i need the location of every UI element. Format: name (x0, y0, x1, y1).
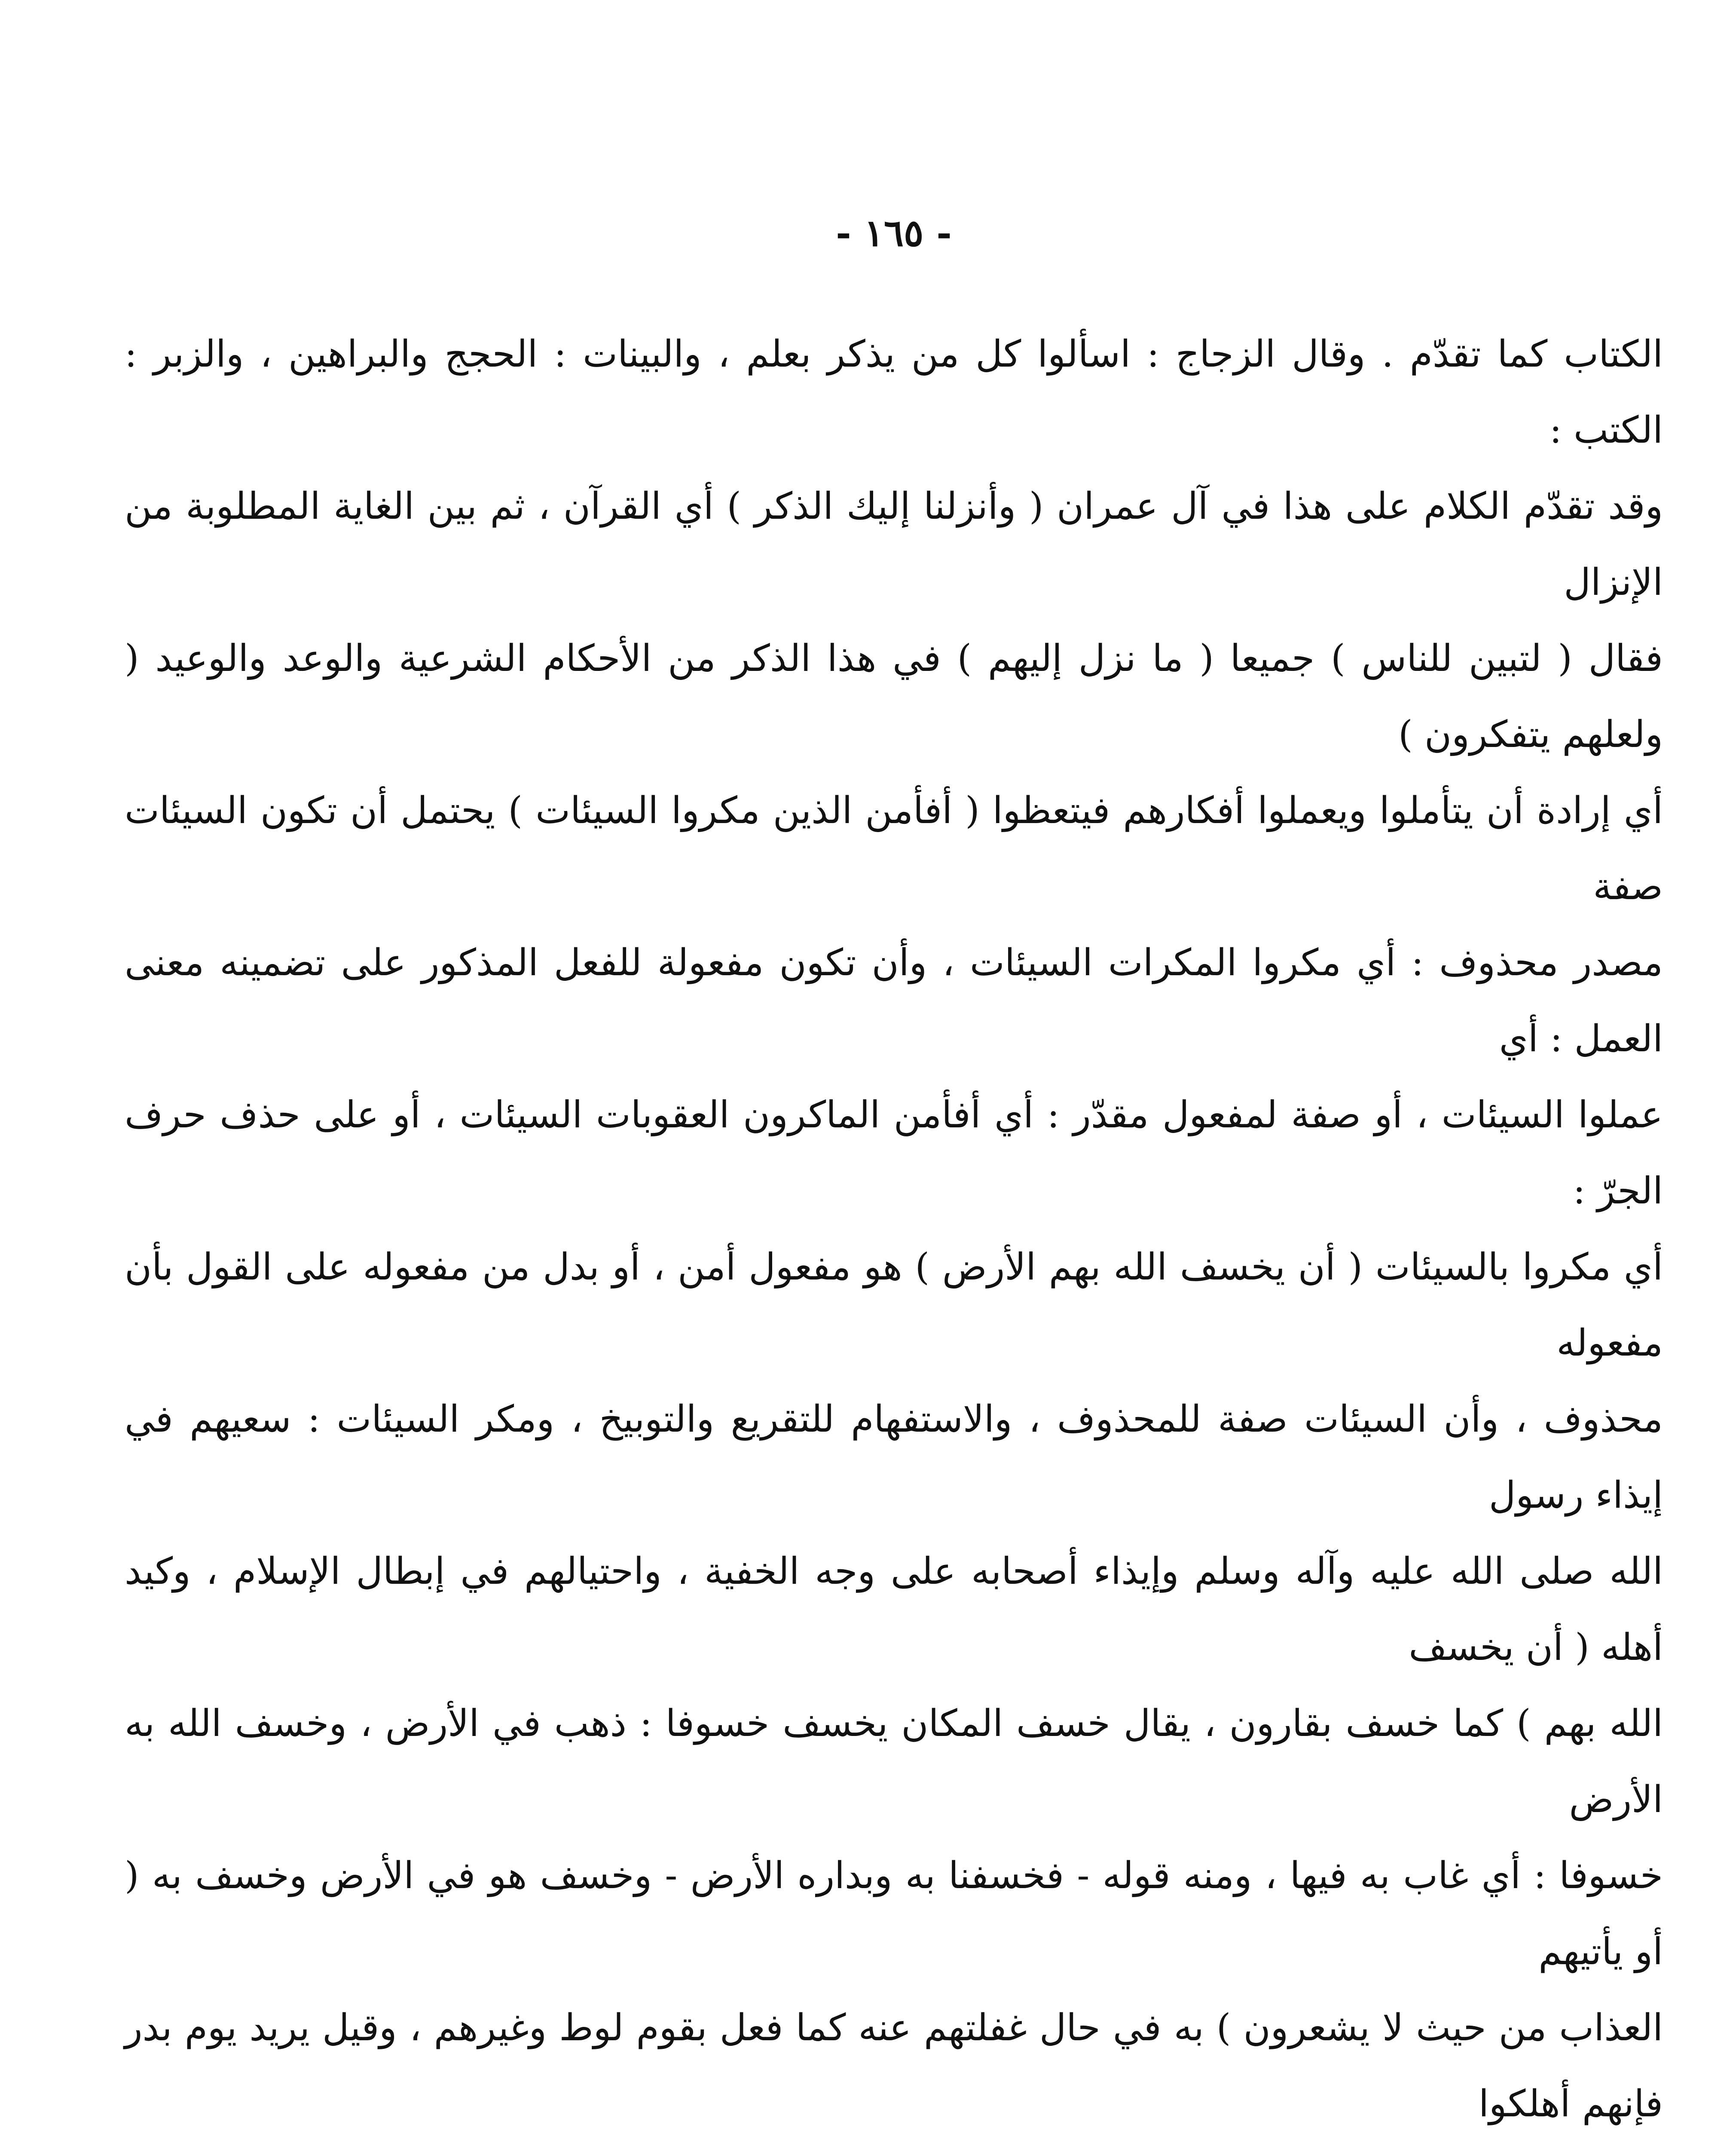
document-page (125, 211, 1663, 2149)
paragraph-1: الكتاب كما تقدّم . وقال الزجاج : اسألوا كل من يذكر بعلم ، والبينات : الحجج والبراهين ، والزبر : الكتب : وقد تقدّم الكلام على هذا في آل عمران ( وأنزلنا إليك الذكر ) أي القرآن ، ثم بين الغاية المطلوبة من الإنزال فقال ( لتبين للناس ) جميعا ( ما نزل إليهم ) في هذا الذكر من الأحكام الشرعية والوعد والوعيد ( ولعلهم يتفكرون ) أي إرادة أن يتأملوا ويعملوا أفكارهم فيتعظوا ( أفأمن الذين مكروا السيئات ) يحتمل أن تكون السيئات صفة مصدر محذوف : أي مكروا المكرات السيئات ، وأن تكون مفعولة للفعل المذكور على تضمينه معنى العمل : أي عملوا السيئات ، أو صفة لمفعول مقدّر : أي أفأمن الماكرون العقوبات السيئات ، أو على حذف حرف الجرّ : أي مكروا بالسيئات ( أن يخسف الله بهم الأرض ) هو مفعول أمن ، أو بدل من مفعوله على القول بأن مفعوله محذوف ، وأن السيئات صفة للمحذوف ، والاستفهام للتقريع والتوبيخ ، ومكر السيئات : سعيهم في إيذاء رسول الله صلى الله عليه وآله وسلم وإيذاء أصحابه على وجه الخفية ، واحتيالهم في إبطال الإسلام ، وكيد أهله ( أن يخسف الله بهم ) كما خسف بقارون ، يقال خسف المكان يخسف خسوفا : ذهب في الأرض ، وخسف الله به الأرض خسوفا : أي غاب به فيها ، ومنه قوله - فخسفنا به وبداره الأرض - وخسف هو في الأرض وخسف به ( أو يأتيهم العذاب من حيث لا يشعرون ) به في حال غفلتهم عنه كما فعل بقوم لوط وغيرهم ، وقيل يريد يوم بدر فإنهم أهلكوا (125, 333, 1663, 2125)
body-text (125, 316, 1663, 2149)
page-number: - ١٦٥ - (836, 211, 952, 255)
